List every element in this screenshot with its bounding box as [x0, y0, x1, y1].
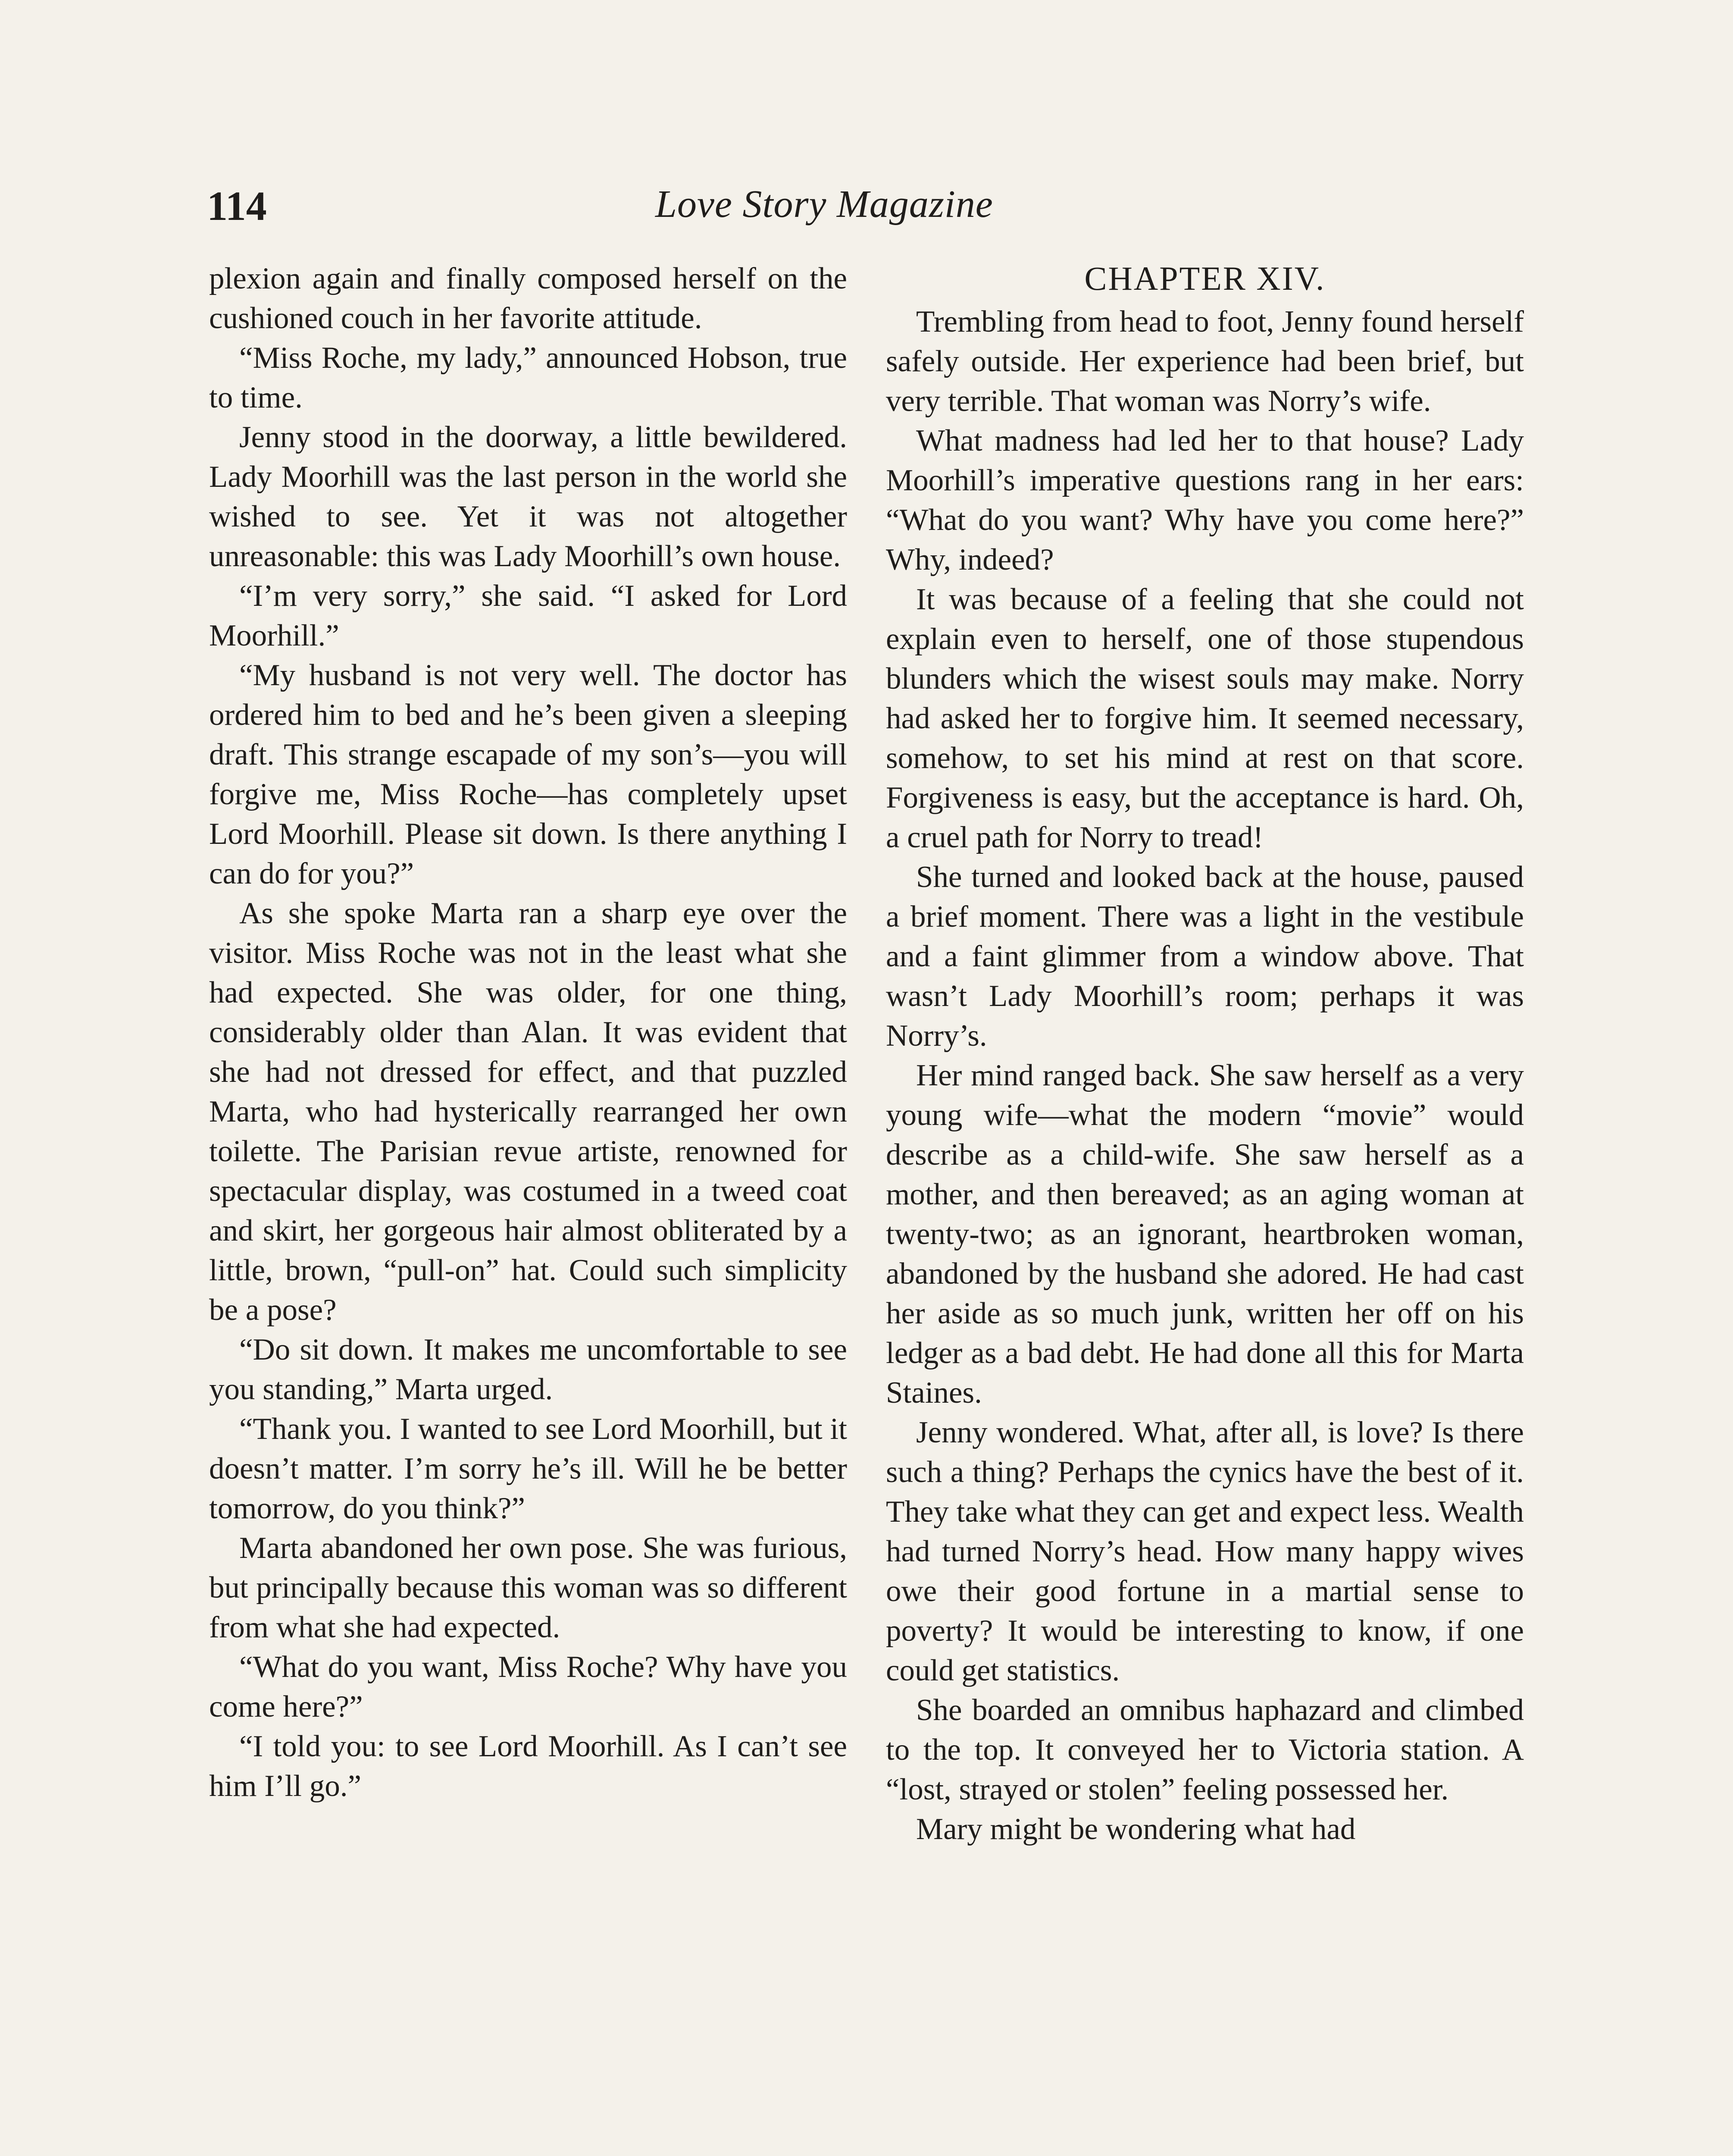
paragraph: “What do you want, Miss Roche? Why have you come here?” — [209, 1650, 847, 1724]
paragraph: “I’m very sorry,” she said. “I asked for Lord Moorhill.” — [209, 579, 847, 652]
paragraph: What madness had led her to that house? Lady Moorhill’s imperative questions rang in her ears: “What do you want? Why have you come here?” Why, indeed? — [886, 424, 1524, 577]
chapter-heading: CHAPTER XIV. — [1084, 260, 1326, 297]
running-head: Love Story Magazine — [655, 183, 993, 226]
page-header — [207, 181, 1526, 246]
paragraph: “My husband is not very well. The doctor has ordered him to bed and he’s been given a sleeping draft. This strange escapade of my son’s—you will forgive me, Miss Roche—has completely upset Lord Moorhill. Please sit down. Is there anything I can do for you?” — [209, 658, 847, 890]
paragraph: It was because of a feeling that she could not explain even to herself, one of those stupendous blunders which the wisest souls may make. Norry had asked her to forgive him. It seemed necessary, somehow, to set his mind at rest on that score. Forgiveness is easy, but the acceptance is hard. Oh, a cruel path for Norry to tread! — [886, 583, 1524, 854]
left-column — [209, 259, 847, 1806]
paragraph: As she spoke Marta ran a sharp eye over the visitor. Miss Roche was not in the least what she had expected. She was older, for one thing, considerably older than Alan. It was evident that she had not dressed for effect, and that puzzled Marta, who had hysterically rearranged her own toilette. The Parisian revue artiste, renowned for spectacular display, was costumed in a tweed coat and skirt, her gorgeous hair almost obliterated by a little, brown, “pull-on” hat. Could such simplicity be a pose? — [209, 896, 847, 1327]
paragraph: She boarded an omnibus haphazard and climbed to the top. It conveyed her to Victoria station. A “lost, strayed or stolen” feeling possessed her. — [886, 1693, 1524, 1806]
paragraph: Mary might be wondering what had — [916, 1812, 1356, 1846]
page-number: 114 — [207, 183, 267, 229]
paragraph: “Miss Roche, my lady,” announced Hobson, true to time. — [209, 341, 847, 414]
paragraph: “I told you: to see Lord Moorhill. As I can’t see him I’ll go.” — [209, 1730, 847, 1803]
right-column — [886, 259, 1524, 1849]
paragraph: Trembling from head to foot, Jenny found herself safely outside. Her experience had been brief, but very terrible. That woman was Norry’s wife. — [886, 305, 1524, 418]
paragraph: Marta abandoned her own pose. She was furious, but principally because this woman was so different from what she had expected. — [209, 1531, 847, 1644]
paragraph: Her mind ranged back. She saw herself as a very young wife—what the modern “movie” would describe as a child-wife. She saw herself as a mother, and then bereaved; as an aging woman at twenty-two; as an ignorant, heartbroken woman, abandoned by the husband she adored. He had cast her aside as so much junk, written her off on his ledger as a bad debt. He had done all this for Marta Staines. — [886, 1059, 1524, 1410]
paragraph: She turned and looked back at the house, paused a brief moment. There was a light in the vestibule and a faint glimmer from a window above. That wasn’t Lady Moorhill’s room; perhaps it was Norry’s. — [886, 860, 1524, 1053]
paragraph: Jenny stood in the doorway, a little bewildered. Lady Moorhill was the last person in the world she wished to see. Yet it was not altogether unreasonable: this was Lady Moorhill’s own house. — [209, 420, 847, 573]
paragraph: Jenny wondered. What, after all, is love? Is there such a thing? Perhaps the cynics have the best of it. They take what they can get and expect less. Wealth had turned Norry’s head. How many happy wives owe their good fortune in a martial sense to poverty? It would be interesting to know, if one could get statistics. — [886, 1416, 1524, 1687]
paragraph: “Thank you. I wanted to see Lord Moorhill, but it doesn’t matter. I’m sorry he’s ill. Will he be better tomorrow, do you think?” — [209, 1412, 847, 1525]
paragraph: “Do sit down. It makes me uncomfortable to see you standing,” Marta urged. — [209, 1333, 847, 1406]
paragraph: plexion again and finally composed herself on the cushioned couch in her favorite attitude. — [209, 262, 847, 335]
